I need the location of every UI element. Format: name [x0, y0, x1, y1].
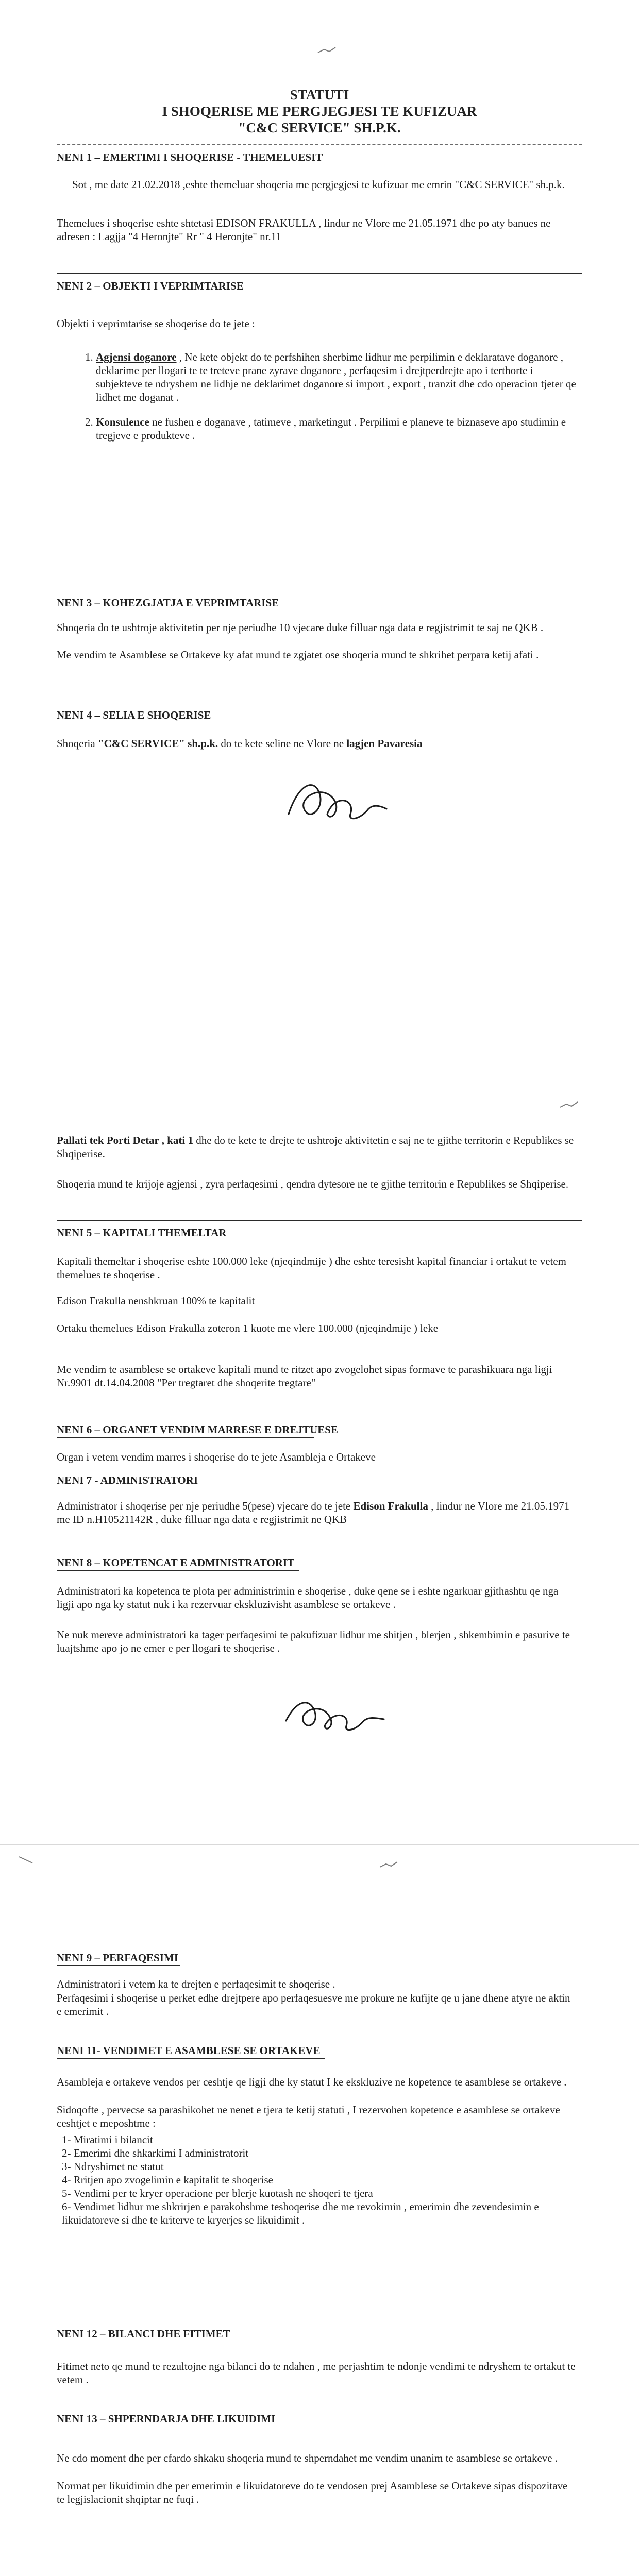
title-line-3: "C&C SERVICE" SH.P.K. [238, 120, 401, 135]
neni-7-heading: NENI 7 - ADMINISTRATORI [57, 1474, 198, 1486]
divider [57, 144, 582, 146]
neni-6-heading: NENI 6 – ORGANET VENDIM MARRESE E DREJTUESE [57, 1423, 338, 1436]
neni-2-heading: NENI 2 – OBJEKTI I VEPRIMTARISE [57, 280, 244, 292]
list-item: 2- Emerimi dhe shkarkimi I administratorit [62, 2147, 249, 2159]
list-item: 3- Ndryshimet ne statut [62, 2160, 164, 2173]
divider [57, 1220, 582, 1221]
title-line-1: STATUTI [290, 87, 349, 103]
divider [57, 2058, 325, 2059]
neni-3-heading: NENI 3 – KOHEZGJATJA E VEPRIMTARISE [57, 597, 279, 609]
neni-13-paragraph-2: Normat per likuidimin dhe per emerimin e likuidatoreve do te vendosen prej Asamblese se Ortakeve sipas dispozitave te legjislacionit shqiptar ne fuqi . [57, 2480, 568, 2505]
neni-11-heading: NENI 11- VENDIMET E ASAMBLESE SE ORTAKEVE [57, 2044, 321, 2057]
activity-item-title: Konsulence [96, 416, 149, 428]
neni-1-heading: NENI 1 – EMERTIMI I SHOQERISE - THEMELUESIT [57, 151, 323, 163]
neni-8-heading: NENI 8 – KOPETENCAT E ADMINISTRATORIT [57, 1556, 295, 1569]
administrator-name: Edison Frakulla [353, 1500, 428, 1512]
text: do te kete seline ne Vlore ne [218, 737, 347, 750]
list-item-text: Rritjen apo zvogelimin e kapitalit te shoqerise [73, 2174, 273, 2186]
document-title [0, 87, 639, 136]
divider [57, 1965, 180, 1966]
neni-3-paragraph-1: Shoqeria do te ushtroje aktivitetin per nje periudhe 10 vjecare duke filluar nga data e regjistrimit te saj ne QKB . [57, 621, 544, 634]
neni-6-paragraph-1: Organ i vetem vendim marres i shoqerise do te jete Asambleja e Ortakeve [57, 1451, 376, 1463]
activity-item-title: Agjensi doganore [96, 351, 177, 363]
neni-5-paragraph-1: Kapitali themeltar i shoqerise eshte 100.000 leke (njeqindmije ) dhe eshte teresisht kapital financiar i ortakut te vetem themelues te shoqerise . [57, 1255, 567, 1281]
neni-13-heading: NENI 13 – SHPERNDARJA DHE LIKUIDIMI [57, 2413, 276, 2425]
activity-item-text: ne fushen e doganave , tatimeve , marketingut . Perpilimi e planeve te biznaseve apo studimin e tregjeve e produkteve . [96, 416, 566, 442]
page-1 [0, 0, 639, 1082]
neni-7-paragraph-1 [57, 1499, 577, 1526]
neni-12-heading: NENI 12 – BILANCI DHE FITIMET [57, 2328, 230, 2340]
activity-item [96, 415, 577, 442]
neni-4-continued [57, 1133, 577, 1160]
handwritten-signature [278, 1687, 392, 1744]
neni-1-paragraph-1: Sot , me date 21.02.2018 ,eshte themeluar shoqeria me pergjegjesi te kufizuar me emrin "C&C SERVICE" sh.p.k. [72, 178, 565, 191]
neni-9-heading: NENI 9 – PERFAQESIMI [57, 1952, 178, 1964]
location: lagjen Pavaresia [346, 737, 423, 750]
handwritten-signature [278, 773, 397, 840]
list-item: 4- Rritjen apo zvogelimin e kapitalit te shoqerise [62, 2174, 273, 2186]
scan-mark-icon [559, 1100, 580, 1110]
activity-item [96, 350, 577, 404]
neni-11-paragraph-1: Asambleja e ortakeve vendos per ceshtje qe ligji dhe ky statut I ke ekskluzive ne kopetence te asamblese se ortakeve . [57, 2076, 567, 2088]
neni-8-paragraph-1: Administratori ka kopetenca te plota per administrimin e shoqerise , duke qene se i eshte ngarkuar gjithashtu qe nga ligji apo nga ky statut nuk i ka rezervuar ekskluzivisht asamblese se ortakeve . [57, 1585, 559, 1611]
list-item-text: Vendimet lidhur me shkrirjen e parakohshme teshoqerise dhe me revokimin , emerimin dhe zevendesimin e likuidatoreve si dhe te kriterve te kryerjes se likuidimit . [62, 2200, 539, 2226]
title-line-2: I SHOQERISE ME PERGJEGJESI TE KUFIZUAR [162, 104, 477, 119]
neni-5-heading: NENI 5 – KAPITALI THEMELTAR [57, 1227, 227, 1239]
neni-4-paragraph-2: Shoqeria mund te krijoje agjensi , zyra perfaqesimi , qendra dytesore ne te gjithe territorin e Republikes se Shqiperise. [57, 1178, 569, 1190]
list-item: 5- Vendimi per te kryer operacione per blerje kuotash ne shoqeri te tjera [62, 2187, 373, 2199]
neni-8-paragraph-2: Ne nuk mereve administratori ka tager perfaqesimi te pakufizuar lidhur me shitjen , blerjen , shkembimin e pasurive te luajtshme apo jo ne emer e per llogari te shoqerise . [57, 1629, 570, 1654]
neni-11-paragraph-2: Sidoqofte , pervecse sa parashikohet ne nenet e tjera te ketij statuti , I rezervohen kopetence e asamblese se ortakeve ceshtjet e meposhtme : [57, 2104, 560, 2129]
divider [57, 1437, 314, 1438]
activity-list [82, 350, 577, 444]
scan-mark-icon [317, 45, 338, 56]
address: Pallati tek Porti Detar , kati 1 [57, 1134, 193, 1146]
neni-5-paragraph-2: Edison Frakulla nenshkruan 100% te kapitalit [57, 1295, 255, 1307]
list-item-text: Emerimi dhe shkarkimi I administratorit [73, 2147, 249, 2159]
list-item-text: Miratimi i bilancit [73, 2133, 153, 2146]
list-item-text: Ndryshimet ne statut [73, 2160, 164, 2173]
scan-mark-icon [379, 1860, 399, 1870]
neni-5-paragraph-4: Me vendim te asamblese se ortakeve kapitali mund te ritzet apo zvogelohet sipas formave te parashikuara nga ligji Nr.9901 dt.14.04.2008 "Per tregtaret dhe shoqerite tregtare" [57, 1363, 552, 1389]
list-item: 6- Vendimet lidhur me shkrirjen e parakohshme teshoqerise dhe me revokimin , emerimin dhe zevendesimin e likuidatoreve si dhe te kriterve te kryerjes se likuidimit . [62, 2200, 539, 2226]
divider [57, 273, 582, 274]
company-name: "C&C SERVICE" sh.p.k. [97, 737, 218, 750]
neni-4-heading: NENI 4 – SELIA E SHOQERISE [57, 709, 211, 721]
neni-13-paragraph-1: Ne cdo moment dhe per cfardo shkaku shoqeria mund te shperndahet me vendim unanim te asamblese se ortakeve . [57, 2452, 558, 2464]
divider [57, 1570, 299, 1571]
neni-4-paragraph-1 [57, 737, 577, 750]
neni-9-paragraph-1: Administratori i vetem ka te drejten e perfaqesimit te shoqerise . [57, 1978, 335, 1990]
neni-5-paragraph-3: Ortaku themelues Edison Frakulla zoteron 1 kuote me vlere 100.000 (njeqindmije ) leke [57, 1322, 439, 1334]
page-3 [0, 1844, 639, 2576]
text: , lindur ne Vlore me 21.05.1971 me ID n.H10521142R , duke filluar nga data e regjistrimit ne QKB [57, 1500, 570, 1526]
neni-3-paragraph-2: Me vendim te Asamblese se Ortakeve ky afat mund te zgjatet ose shoqeria mund te shkrihet perpara ketij afati . [57, 649, 539, 661]
text: dhe do te kete te drejte te ushtroje aktivitetin e saj ne te gjithe territorin e Republikes se Shqiperise. [57, 1134, 574, 1160]
list-item-text: Vendimi per te kryer operacione per blerje kuotash ne shoqeri te tjera [73, 2187, 373, 2199]
list-item: 1- Miratimi i bilancit [62, 2133, 153, 2146]
activity-item-text: , Ne kete objekt do te perfshihen sherbime lidhur me perpilimin e deklaratave doganore , deklarime per llogari te te treteve prane zyrave doganore , perfaqesim i drejtperdrejte apo i terthorte i subjekteve te ndryshem ne lidhje ne deklarimet doganore si import , export , tranzit dhe cdo operacion tjeter qe lidhet me doganat . [96, 351, 576, 403]
neni-2-intro: Objekti i veprimtarise se shoqerise do te jete : [57, 317, 255, 330]
text: Shoqeria [57, 737, 98, 750]
neni-1-paragraph-2: Themelues i shoqerise eshte shtetasi EDISON FRAKULLA , lindur ne Vlore me 21.05.1971 dhe po aty banues ne adresen : Lagjja "4 Heronjte" Rr " 4 Heronjte" nr.11 [57, 217, 551, 243]
text: Administrator i shoqerise per nje periudhe 5(pese) vjecare do te jete [57, 1500, 354, 1512]
page-2 [0, 1082, 639, 1844]
neni-12-paragraph-1: Fitimet neto qe mund te rezultojne nga bilanci do te ndahen , me perjashtim te ndonje vendimi te ndryshem te ortakut te vetem . [57, 2360, 576, 2386]
scan-mark-icon [18, 1855, 33, 1865]
neni-9-paragraph-2: Perfaqesimi i shoqerise u perket edhe drejtpere apo perfaqesuesve me prokure ne kufijte qe u jane dhene atyre ne aktin e emerimit . [57, 1992, 570, 2018]
assembly-competences-list [62, 2133, 577, 2227]
